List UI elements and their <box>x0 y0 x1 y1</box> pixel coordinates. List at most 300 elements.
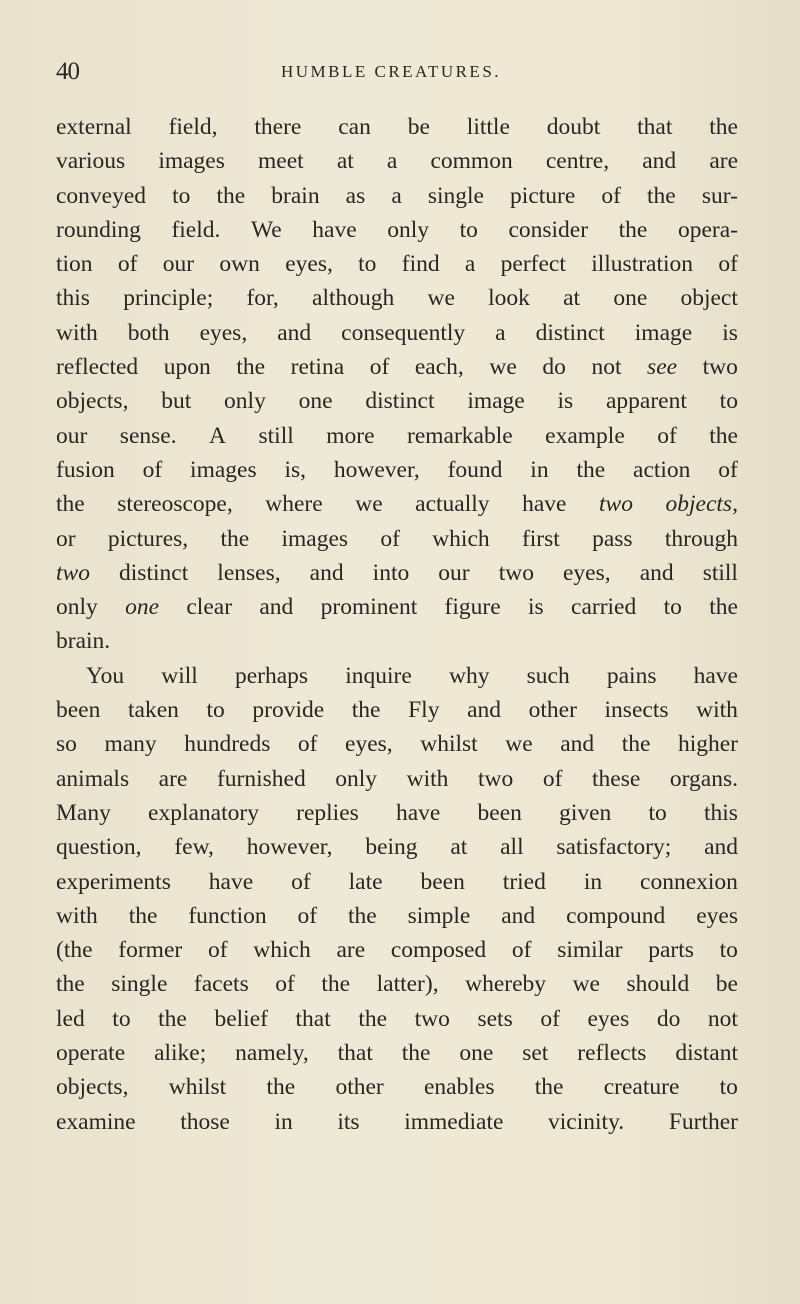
text-line <box>56 1036 738 1070</box>
word: replies <box>296 799 359 826</box>
word: latter), <box>376 971 439 998</box>
word: common <box>430 148 513 175</box>
word: of <box>542 765 563 792</box>
word: of <box>117 251 138 278</box>
word: images <box>190 456 257 483</box>
word: compound <box>566 902 666 929</box>
word: are <box>158 765 188 792</box>
word: with <box>406 765 449 792</box>
word: and <box>639 559 674 586</box>
word: to <box>648 799 667 826</box>
word: brain. <box>56 628 111 655</box>
word: that <box>337 1040 373 1067</box>
italic-word: see <box>647 354 678 381</box>
word: principle; <box>123 285 214 312</box>
word: operate <box>56 1040 126 1067</box>
word: whereby <box>465 971 547 998</box>
word: eyes <box>587 1005 630 1032</box>
word: been <box>477 799 522 826</box>
word: function <box>188 902 267 929</box>
word: a <box>391 182 402 209</box>
word: objects, <box>56 388 129 415</box>
word: the <box>709 594 738 621</box>
word: more <box>326 422 375 449</box>
word: animals <box>56 765 130 792</box>
word: and <box>259 594 294 621</box>
word: parts <box>648 937 694 964</box>
word: the <box>647 182 676 209</box>
text-line <box>56 1105 738 1139</box>
word: organs. <box>669 765 738 792</box>
text-line <box>56 796 738 830</box>
word: the <box>216 182 246 209</box>
word: sur- <box>701 182 738 209</box>
word: that <box>637 114 673 140</box>
word: why <box>448 662 490 689</box>
text-line <box>56 384 738 418</box>
word: this <box>703 799 738 826</box>
word: with <box>56 902 98 929</box>
word: of <box>142 456 163 483</box>
word: late <box>348 868 383 895</box>
word: to <box>112 1005 131 1032</box>
word: the <box>621 731 651 758</box>
word: examine <box>56 1108 136 1135</box>
word: inquire <box>345 662 412 689</box>
word: being <box>365 834 418 861</box>
word: stereoscope, <box>117 491 233 518</box>
word: however, <box>333 456 420 483</box>
word: single <box>427 182 484 209</box>
word: these <box>591 765 641 792</box>
word: conveyed <box>56 182 147 209</box>
word: to <box>358 251 377 278</box>
word: perhaps <box>235 662 309 689</box>
word: whilst <box>420 731 478 758</box>
word: little <box>466 114 510 140</box>
word: external <box>56 114 132 140</box>
word: image <box>467 388 525 415</box>
word: to <box>206 697 225 724</box>
word: and <box>642 148 677 175</box>
word: eyes, <box>563 559 611 586</box>
word: as <box>345 182 366 209</box>
text-line <box>56 487 738 521</box>
text-line <box>56 624 738 658</box>
word: hundreds <box>184 731 271 758</box>
word: one <box>459 1040 494 1067</box>
text-line <box>56 316 738 350</box>
text-line <box>56 522 738 556</box>
word: consider <box>508 216 589 243</box>
word: are <box>709 148 738 175</box>
word: the <box>56 491 85 518</box>
word: objects, <box>56 1074 129 1101</box>
word: and <box>467 697 502 724</box>
word: have <box>522 491 567 518</box>
page-number: 40 <box>56 58 79 85</box>
word: will <box>161 662 198 689</box>
word: composed <box>390 937 487 964</box>
word: which <box>432 525 490 552</box>
word: have <box>395 799 441 826</box>
word: only <box>56 594 98 621</box>
word: a <box>495 319 506 346</box>
word: been <box>56 697 101 724</box>
word: have <box>208 868 254 895</box>
italic-word: two <box>599 491 633 518</box>
word: field. <box>171 216 221 243</box>
word: Further <box>668 1108 738 1135</box>
word: two <box>702 354 738 381</box>
word: to <box>719 388 738 415</box>
word: the <box>128 902 158 929</box>
word: been <box>420 868 465 895</box>
word: perfect <box>500 251 566 278</box>
word: still <box>702 559 738 586</box>
word: two <box>498 559 534 586</box>
text-line <box>56 350 738 384</box>
word: the <box>220 525 250 552</box>
word: retina <box>290 354 345 381</box>
text-line <box>56 590 738 624</box>
word: each, <box>414 354 464 381</box>
word: Many <box>56 799 111 826</box>
word: distant <box>675 1040 738 1067</box>
word: all <box>500 834 524 861</box>
word: so <box>56 731 77 758</box>
word: our <box>438 559 470 586</box>
word: only <box>387 216 430 243</box>
word: vicinity. <box>548 1108 625 1135</box>
word: for, <box>246 285 279 312</box>
word: experiments <box>56 868 171 895</box>
word: although <box>312 285 395 312</box>
word: the <box>709 422 738 449</box>
word: connexion <box>640 868 738 895</box>
word: is <box>528 594 544 621</box>
word: and <box>560 731 595 758</box>
word: are <box>336 937 366 964</box>
text-line <box>56 144 738 178</box>
word: there <box>254 114 302 140</box>
word: of <box>718 456 738 483</box>
text-line <box>56 762 738 796</box>
word: one <box>613 285 648 312</box>
word: namely, <box>235 1040 309 1067</box>
word: do <box>656 1005 681 1032</box>
word: and <box>704 834 738 861</box>
word: to <box>663 594 682 621</box>
word: do <box>542 354 566 381</box>
word: still <box>258 422 294 449</box>
word: lenses, <box>217 559 281 586</box>
word: eyes, <box>199 319 248 346</box>
word: fusion <box>56 456 115 483</box>
word: of <box>718 251 738 278</box>
word: distinct <box>119 559 189 586</box>
word: a <box>386 148 398 175</box>
word: eyes <box>696 902 738 929</box>
page-header <box>56 58 696 98</box>
text-line <box>56 933 738 967</box>
word: the <box>158 1005 187 1032</box>
word: or <box>56 525 76 552</box>
text-line <box>56 899 738 933</box>
word: led <box>56 1005 85 1032</box>
word: is <box>557 388 574 415</box>
text-line <box>56 659 738 693</box>
word: we <box>427 285 455 312</box>
text-line <box>56 1070 738 1104</box>
word: A <box>209 422 227 449</box>
word: at <box>450 834 468 861</box>
body-text <box>56 110 738 1139</box>
word: of <box>540 1005 560 1032</box>
text-line <box>56 830 738 864</box>
word: only <box>224 388 266 415</box>
word: two <box>478 765 514 792</box>
word: both <box>127 319 170 346</box>
word: of <box>369 354 390 381</box>
word: distinct <box>535 319 605 346</box>
word: is <box>722 319 738 346</box>
word: other <box>335 1074 384 1101</box>
word: a <box>464 251 476 278</box>
word: rounding <box>56 216 141 243</box>
word: immediate <box>404 1108 504 1135</box>
word: the <box>534 1074 564 1101</box>
word: taken <box>127 697 179 724</box>
word: (the <box>56 937 93 964</box>
word: this <box>56 285 90 312</box>
text-line <box>56 453 738 487</box>
word: of <box>511 937 532 964</box>
word: enables <box>424 1074 495 1101</box>
word: image <box>634 319 693 346</box>
word: action <box>633 456 691 483</box>
word: in <box>583 868 603 895</box>
text-line <box>56 213 738 247</box>
word: field, <box>168 114 218 140</box>
word: given <box>559 799 612 826</box>
word: former <box>118 937 183 964</box>
word: figure <box>444 594 501 621</box>
word: in <box>274 1108 293 1135</box>
word: should <box>626 971 690 998</box>
text-line <box>56 281 738 315</box>
word: at <box>563 285 581 312</box>
word: of <box>275 971 295 998</box>
word: remarkable <box>407 422 513 449</box>
word: the <box>618 216 648 243</box>
word: explanatory <box>148 799 259 826</box>
running-title: HUMBLE CREATURES. <box>280 62 502 81</box>
word: our <box>162 251 195 278</box>
text-line <box>56 967 738 1001</box>
word: other <box>528 697 577 724</box>
word: apparent <box>605 388 687 415</box>
word: we <box>489 354 517 381</box>
word: Fly <box>408 697 440 724</box>
word: in <box>530 456 549 483</box>
word: to <box>719 1074 738 1101</box>
word: of <box>207 937 228 964</box>
word: its <box>337 1108 360 1135</box>
word: we <box>355 491 383 518</box>
word: clear <box>186 594 233 621</box>
word: only <box>335 765 378 792</box>
word: actually <box>415 491 490 518</box>
word: many <box>104 731 157 758</box>
word: You <box>86 662 125 689</box>
word: that <box>295 1005 331 1032</box>
word: the <box>348 902 377 929</box>
word: but <box>161 388 192 415</box>
word: look <box>488 285 530 312</box>
word: pass <box>592 525 633 552</box>
word: own <box>219 251 260 278</box>
word: furnished <box>216 765 306 792</box>
text-line <box>56 247 738 281</box>
word: at <box>336 148 354 175</box>
word: illustration <box>591 251 694 278</box>
word: and <box>501 902 536 929</box>
word: we <box>572 971 600 998</box>
word: whilst <box>168 1074 227 1101</box>
word: reflected <box>56 354 139 381</box>
word: through <box>664 525 738 552</box>
text-line <box>56 865 738 899</box>
word: such <box>526 662 570 689</box>
text-line <box>56 727 738 761</box>
word: of <box>291 868 311 895</box>
word: two <box>414 1005 450 1032</box>
word: of <box>297 731 318 758</box>
word: one <box>298 388 333 415</box>
italic-word: objects, <box>665 491 738 518</box>
word: opera- <box>677 216 738 243</box>
word: the <box>56 971 85 998</box>
word: of <box>297 902 318 929</box>
word: tion <box>56 251 93 278</box>
word: have <box>693 662 738 689</box>
word: the <box>236 354 266 381</box>
word: have <box>312 216 357 243</box>
word: doubt <box>546 114 601 140</box>
word: centre, <box>545 148 610 175</box>
word: single <box>111 971 168 998</box>
word: We <box>250 216 282 243</box>
word: set <box>522 1040 549 1067</box>
italic-word: one <box>125 594 160 621</box>
word: distinct <box>365 388 435 415</box>
word: which <box>253 937 311 964</box>
text-line <box>56 419 738 453</box>
word: object <box>680 285 738 312</box>
word: upon <box>163 354 211 381</box>
word: eyes, <box>345 731 393 758</box>
word: images <box>158 148 225 175</box>
word: can <box>338 114 371 140</box>
word: the <box>709 114 738 140</box>
word: pictures, <box>107 525 189 552</box>
word: with <box>696 697 738 724</box>
text-line <box>56 693 738 727</box>
word: various <box>56 148 126 175</box>
word: satisfactory; <box>556 834 672 861</box>
word: reflects <box>577 1040 647 1067</box>
word: the <box>321 971 351 998</box>
word: to <box>719 937 738 964</box>
word: creature <box>603 1074 680 1101</box>
word: pains <box>606 662 657 689</box>
word: of <box>380 525 400 552</box>
word: of <box>601 182 621 209</box>
word: those <box>180 1108 230 1135</box>
word: facets <box>193 971 249 998</box>
word: not <box>707 1005 738 1032</box>
text-line <box>56 179 738 213</box>
word: to <box>172 182 191 209</box>
word: the <box>358 1005 388 1032</box>
word: carried <box>571 594 637 621</box>
text-line <box>56 110 738 144</box>
word: prominent <box>320 594 418 621</box>
word: simple <box>407 902 471 929</box>
word: be <box>715 971 738 998</box>
word: tried <box>502 868 546 895</box>
word: find <box>401 251 440 278</box>
word: however, <box>246 834 333 861</box>
word: the <box>351 697 381 724</box>
word: and <box>309 559 344 586</box>
word: sense. <box>119 422 177 449</box>
word: the <box>266 1074 296 1101</box>
word: similar <box>557 937 623 964</box>
word: be <box>407 114 430 140</box>
word: question, <box>56 834 142 861</box>
word: is, <box>284 456 307 483</box>
word: eyes, <box>285 251 333 278</box>
word: images <box>281 525 349 552</box>
word: insects <box>604 697 669 724</box>
word: sets <box>477 1005 513 1032</box>
word: few, <box>174 834 214 861</box>
word: example <box>545 422 625 449</box>
italic-word: two <box>56 559 90 586</box>
word: higher <box>677 731 738 758</box>
word: brain <box>271 182 320 209</box>
word: to <box>459 216 478 243</box>
text-line <box>56 1002 738 1036</box>
word: of <box>657 422 677 449</box>
word: not <box>591 354 622 381</box>
word: and <box>277 319 312 346</box>
word: the <box>401 1040 431 1067</box>
word: found <box>447 456 503 483</box>
word: where <box>265 491 323 518</box>
word: meet <box>258 148 304 175</box>
word: into <box>372 559 410 586</box>
word: belief <box>214 1005 268 1032</box>
word: our <box>56 422 88 449</box>
word: provide <box>252 697 325 724</box>
word: picture <box>510 182 576 209</box>
word: the <box>576 456 606 483</box>
word: alike; <box>154 1040 207 1067</box>
word: first <box>521 525 560 552</box>
